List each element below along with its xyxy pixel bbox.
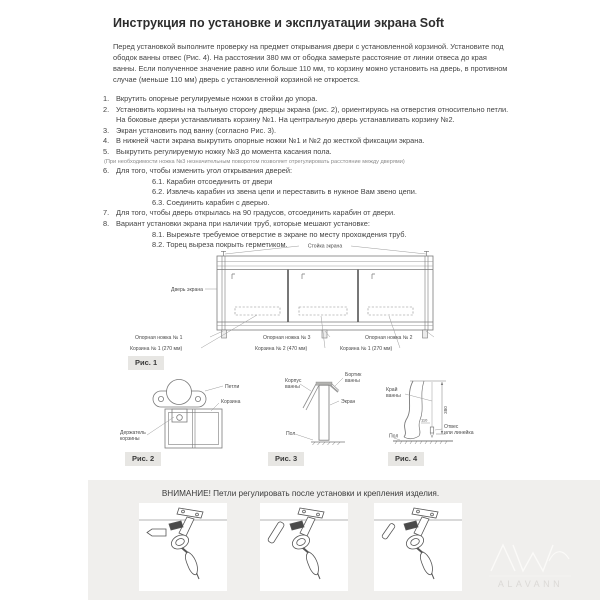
fig1-label-door: Дверь экрана bbox=[171, 287, 203, 293]
fig1-label-basket1-left: Корзина № 1 (270 мм) bbox=[130, 346, 183, 352]
list-item: 2. Установить корзины на тыльную сторону дверцы экрана (рис. 2), ориентируясь на отверстия относительно петли. На боковые двери устанавливать корзину №1. На центральную дверь устанавливать корзину №2. bbox=[103, 104, 509, 125]
list-item: 6. Для того, чтобы изменить угол открывания дверей: bbox=[103, 166, 293, 176]
fig3-label-floor: Пол bbox=[286, 431, 296, 437]
fig3-label-bath-rim: Бортик bbox=[345, 372, 362, 378]
fig3-label-bath-body: Корпус bbox=[285, 378, 302, 384]
figure3-caption: Рис. 3 bbox=[268, 452, 304, 466]
hinge-step-3-box bbox=[374, 503, 462, 591]
warning-band bbox=[88, 480, 600, 600]
page-title: Инструкция по установке и эксплуатации экрана Soft bbox=[113, 16, 445, 30]
fig4-label-floor: Пол bbox=[389, 433, 399, 440]
brand-logo-icon bbox=[483, 537, 578, 581]
fig1-label-leg3: Опорная ножка № 3 bbox=[263, 335, 311, 341]
list-item: 3. Экран установить под ванну (согласно Рис. 3). bbox=[103, 125, 277, 135]
hinge-adjust-illustration bbox=[374, 503, 462, 591]
warning-text: ВНИМАНИЕ! Петли регулировать после установки и крепления изделия. bbox=[161, 489, 440, 498]
fig2-label-holder: Держатель bbox=[120, 430, 146, 436]
brand-watermark: ALAVANN bbox=[497, 579, 564, 589]
fig4-label-bath-edge: Край bbox=[386, 387, 398, 393]
fig1-label-stand: Стойка экрана bbox=[307, 243, 343, 250]
hinge-step-2-box bbox=[260, 503, 348, 591]
svg-text:или линейка: или линейка bbox=[444, 430, 474, 436]
list-item: 7. Для того, чтобы дверь открылась на 90 градусов, отсоединить карабин от двери. bbox=[103, 208, 396, 218]
fig3-label-screen: Экран bbox=[341, 399, 356, 405]
fig1-label-leg1: Опорная ножка № 1 bbox=[135, 335, 183, 341]
list-subitem: 6.3. Соединить карабин с дверью. bbox=[152, 197, 270, 207]
list-subitem: 8.2. Торец выреза покрыть герметиком. bbox=[152, 240, 288, 250]
fig1-label-leg2: Опорная ножка № 2 bbox=[365, 335, 413, 341]
list-subitem: 6.2. Извлечь карабин из звена цепи и переставить в нужное Вам звено цепи. bbox=[152, 187, 417, 197]
list-subitem: 8.1. Вырежьте требуемое отверстие в экране по месту прохождения труб. bbox=[152, 229, 407, 239]
intro-paragraph: Перед установкой выполните проверку на предмет открывания двери с установленной корзиной. Установите под ободок ванны отвес (Рис. 4). На расстоянии 380 мм от ободка замерьте расстояние от линии отвеса до края ванны. Если полученное значение равно или больше 110 мм, то корзину можно установить на дверь, в противном случае (меньше 110 мм) дверь с установленной корзиной не откроется. bbox=[113, 42, 508, 84]
installation-steps bbox=[103, 94, 509, 251]
figure2-caption: Рис. 2 bbox=[125, 452, 161, 466]
list-item: 5. Выкрутить регулируемую ножку №3 до момента касания пола. bbox=[103, 146, 332, 156]
list-item: 4. В нижней части экрана выкрутить опорные ножки №1 и №2 до жесткой фиксации экрана. bbox=[103, 136, 425, 146]
list-item-note: (При необходимости ножка №3 незначительным поворотом позволяет отрегулировать расстояние между дверями) bbox=[104, 158, 405, 165]
fig1-label-basket1-right: Корзина № 1 (270 мм) bbox=[340, 346, 393, 352]
hinge-adjust-illustration bbox=[139, 503, 227, 591]
fig4-dim-380: 380 bbox=[443, 406, 448, 414]
svg-text:корзины: корзины bbox=[120, 436, 140, 442]
list-subitem: 6.1. Карабин отсоединить от двери bbox=[152, 176, 273, 186]
svg-text:ванны: ванны bbox=[386, 393, 401, 399]
svg-text:ванны: ванны bbox=[285, 384, 300, 390]
list-item: 1. Вкрутить опорные регулируемые ножки в стойки до упора. bbox=[103, 94, 318, 103]
fig4-dim-110: 110 bbox=[421, 417, 428, 423]
list-item: 8. Вариант установки экрана при наличии труб, которые мешают установке: bbox=[103, 219, 370, 229]
hinge-adjust-illustration bbox=[260, 503, 348, 591]
fig2-label-hinge: Петли bbox=[225, 384, 240, 390]
hinge-step-1-box bbox=[139, 503, 227, 591]
figure1-caption: Рис. 1 bbox=[128, 356, 164, 370]
fig4-label-plumb: Отвес bbox=[444, 424, 459, 430]
fig2-label-basket: Корзина bbox=[221, 399, 241, 405]
svg-text:ванны: ванны bbox=[345, 378, 360, 384]
figure4-caption: Рис. 4 bbox=[388, 452, 424, 466]
fig1-label-basket2: Корзина № 2 (470 мм) bbox=[255, 346, 308, 352]
